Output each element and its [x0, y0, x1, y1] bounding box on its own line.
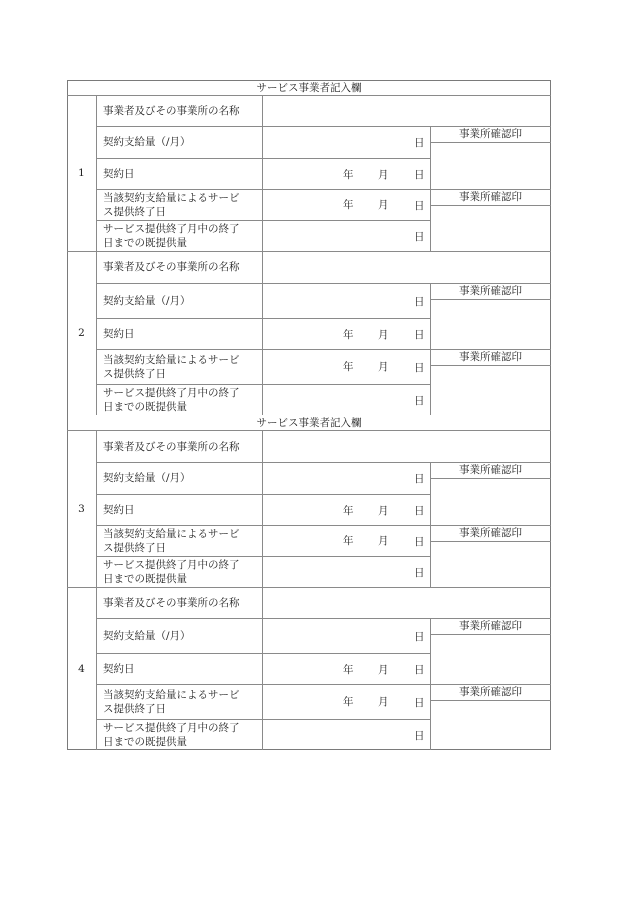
block-divider	[67, 587, 551, 588]
unit-day: 日	[414, 394, 425, 407]
label-contract-date: 契約日	[103, 167, 135, 180]
seal-stamp-area[interactable]	[431, 143, 550, 188]
unit-month: 月	[378, 198, 389, 211]
number-column-divider	[96, 431, 97, 587]
contract-quantity-field[interactable]	[263, 127, 429, 157]
seal-label: 事業所確認印	[459, 620, 522, 632]
unit-day: 日	[414, 663, 425, 676]
contract-quantity-field[interactable]	[263, 463, 429, 493]
unit-month: 月	[378, 168, 389, 181]
unit-day: 日	[414, 295, 425, 308]
unit-day: 日	[414, 504, 425, 517]
label-service-end-date: 当該契約支給量によるサービ	[103, 688, 240, 701]
label-service-end-date: ス提供終了日	[103, 541, 166, 554]
label-provider-name: 事業者及びその事業所の名称	[103, 104, 240, 117]
unit-year: 年	[343, 168, 354, 181]
seal-stamp-area[interactable]	[431, 479, 550, 524]
block-divider	[67, 251, 551, 252]
unit-day: 日	[414, 328, 425, 341]
label-provided-amount: サービス提供終了月中の終了	[103, 222, 240, 235]
label-provided-amount: 日までの既提供量	[103, 735, 187, 748]
seal-label: 事業所確認印	[459, 128, 522, 140]
seal-stamp-area[interactable]	[431, 701, 550, 749]
label-contract-date: 契約日	[103, 503, 135, 516]
provider-name-field[interactable]	[263, 96, 550, 125]
number-column-divider	[96, 95, 97, 251]
label-provided-amount: 日までの既提供量	[103, 400, 187, 413]
unit-year: 年	[343, 534, 354, 547]
label-service-end-date: 当該契約支給量によるサービ	[103, 527, 240, 540]
entry-number: 3	[78, 503, 85, 515]
label-contract-date: 契約日	[103, 662, 135, 675]
entry-number: 4	[78, 662, 85, 675]
seal-label: 事業所確認印	[459, 285, 522, 297]
label-service-end-date: 当該契約支給量によるサービ	[103, 353, 240, 366]
number-column-divider	[96, 251, 97, 415]
unit-year: 年	[343, 198, 354, 211]
provider-name-field[interactable]	[263, 432, 550, 461]
provider-name-field[interactable]	[263, 588, 550, 617]
label-service-end-date: 当該契約支給量によるサービ	[103, 191, 240, 204]
unit-year: 年	[343, 328, 354, 341]
number-column-divider	[96, 587, 97, 750]
unit-day: 日	[414, 696, 425, 709]
label-provided-amount: サービス提供終了月中の終了	[103, 386, 240, 399]
entry-number: 1	[78, 167, 85, 179]
label-contract-date: 契約日	[103, 327, 135, 340]
seal-label: 事業所確認印	[459, 527, 522, 539]
label-contract-quantity: 契約支給量（/月）	[103, 629, 191, 642]
label-provided-amount: 日までの既提供量	[103, 236, 187, 249]
entry-number: 2	[78, 327, 85, 339]
contract-quantity-field[interactable]	[263, 619, 429, 652]
label-provided-amount: サービス提供終了月中の終了	[103, 558, 240, 571]
seal-stamp-area[interactable]	[431, 206, 550, 250]
unit-day: 日	[414, 535, 425, 548]
section-header: サービス事業者記入欄	[256, 82, 362, 94]
label-contract-quantity: 契約支給量（/月）	[103, 472, 191, 484]
unit-day: 日	[414, 199, 425, 212]
seal-label: 事業所確認印	[459, 686, 522, 698]
seal-stamp-area[interactable]	[431, 635, 550, 683]
unit-month: 月	[378, 328, 389, 341]
header-divider	[67, 430, 551, 431]
label-service-end-date: ス提供終了日	[103, 367, 166, 380]
unit-day: 日	[414, 361, 425, 374]
label-contract-quantity: 契約支給量（/月）	[103, 294, 191, 307]
seal-stamp-area[interactable]	[431, 300, 550, 348]
unit-day: 日	[414, 729, 425, 742]
unit-year: 年	[343, 360, 354, 373]
unit-month: 月	[378, 534, 389, 547]
label-contract-quantity: 契約支給量（/月）	[103, 136, 191, 148]
unit-month: 月	[378, 695, 389, 708]
contract-quantity-field[interactable]	[263, 284, 429, 317]
provided-amount-field[interactable]	[263, 557, 429, 586]
seal-label: 事業所確認印	[459, 464, 522, 476]
unit-month: 月	[378, 504, 389, 517]
seal-stamp-area[interactable]	[431, 366, 550, 414]
unit-year: 年	[343, 504, 354, 517]
unit-day: 日	[414, 630, 425, 643]
unit-year: 年	[343, 663, 354, 676]
label-service-end-date: ス提供終了日	[103, 702, 166, 715]
unit-day: 日	[414, 168, 425, 181]
provided-amount-field[interactable]	[263, 385, 429, 414]
seal-label: 事業所確認印	[459, 191, 522, 203]
unit-month: 月	[378, 360, 389, 373]
unit-day: 日	[414, 230, 425, 243]
label-provider-name: 事業者及びその事業所の名称	[103, 596, 240, 609]
provider-name-field[interactable]	[263, 252, 550, 282]
unit-day: 日	[414, 566, 425, 579]
label-service-end-date: ス提供終了日	[103, 205, 166, 218]
label-provider-name: 事業者及びその事業所の名称	[103, 261, 240, 273]
section-header: サービス事業者記入欄	[256, 417, 362, 429]
provided-amount-field[interactable]	[263, 221, 429, 250]
label-provider-name: 事業者及びその事業所の名称	[103, 440, 240, 453]
unit-year: 年	[343, 695, 354, 708]
unit-day: 日	[414, 137, 425, 149]
provided-amount-field[interactable]	[263, 720, 429, 749]
unit-month: 月	[378, 663, 389, 676]
unit-day: 日	[414, 473, 425, 485]
seal-stamp-area[interactable]	[431, 542, 550, 586]
seal-label: 事業所確認印	[459, 351, 522, 363]
label-provided-amount: 日までの既提供量	[103, 572, 187, 585]
label-provided-amount: サービス提供終了月中の終了	[103, 721, 240, 734]
